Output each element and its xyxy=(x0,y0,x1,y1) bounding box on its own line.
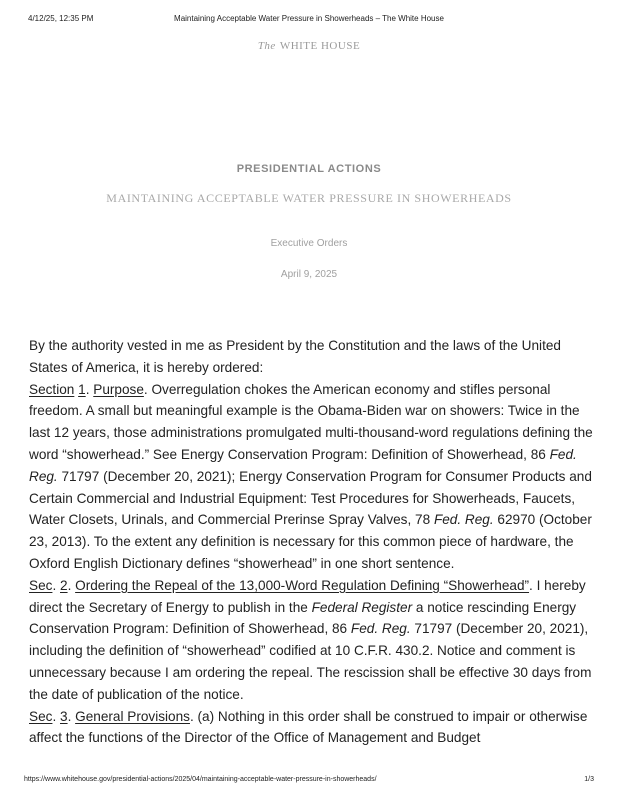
section-1-text-a: . Overregulation chokes the American economy and stifles personal freedom. A small but meaningful example is the Obama-Biden war on showers: Twice in the last 12 years, those administrations promulgated multi-thousand-word regulations defining the word “showerhead.” See Energy Conservation Program: Definition of Showerhead, 86 xyxy=(29,381,593,462)
section-1-number: 1 xyxy=(78,381,86,397)
section-2-number: 2 xyxy=(60,577,68,593)
section-1-text-c: 62970 (October 23, 2013). To the extent any definition is necessary for this common piece of hardware, the Oxford English Dictionary defines “showerhead” in one short sentence. xyxy=(29,512,592,571)
print-header xyxy=(0,14,618,28)
section-3-number: 3 xyxy=(60,708,68,724)
section-3-paragraph: Sec. 3. General Provisions. (a) Nothing in this order shall be construed to impair or otherwise affect the functions of the Director of the Office of Management and Budget xyxy=(29,708,588,746)
section-3-label: Sec xyxy=(29,708,53,724)
citation-italic: Fed. Reg. xyxy=(433,512,494,528)
citation-italic: Fed. Reg. xyxy=(350,621,411,637)
publication-date: April 9, 2025 xyxy=(280,269,338,280)
section-3-title: General Provisions xyxy=(75,708,190,724)
section-2-text-a: . I hereby direct the Secretary of Energy to publish in the xyxy=(29,577,586,615)
section-1-title: Purpose xyxy=(93,381,144,397)
page-title: MAINTAINING ACCEPTABLE WATER PRESSURE IN SHOWERHEADS xyxy=(106,191,512,205)
section-3-text-a: . (a) Nothing in this order shall be construed to impair or otherwise affect the functions of the Director of the Office of Management and Budget xyxy=(29,708,588,746)
brand-the: The xyxy=(257,40,276,52)
section-2-text-b: a notice rescinding Energy Conservation Program: Definition of Showerhead, 86 xyxy=(29,599,577,637)
brand-name: WHITE HOUSE xyxy=(279,40,361,52)
print-page-number: 1/3 xyxy=(584,776,594,783)
section-2-label: Sec xyxy=(29,577,53,593)
print-url: https://www.whitehouse.gov/presidential-actions/2025/04/maintaining-acceptable-water-pressure-in-showerheads/ xyxy=(24,776,377,783)
category-link[interactable]: Executive Orders xyxy=(270,238,348,249)
section-label: PRESIDENTIAL ACTIONS xyxy=(236,163,382,175)
intro-paragraph: By the authority vested in me as President by the Constitution and the laws of the United States of America, it is hereby ordered: xyxy=(29,338,561,375)
section-1-paragraph: Section 1. Purpose. Overregulation chokes the American economy and stifles personal freedom. A small but meaningful example is the Obama-Biden war on showers: Twice in the last 12 years, those administrations promulgated multi-thousand-word regulations defining the word “showerhead.” See Energy Conservation Program: Definition of Showerhead, 86 Fed. Reg. 71797 (December 20, 2021); Energy Conservation Program for Consumer Products and Certain Commercial and Industrial Equipment: Test Procedures for Showerheads, Faucets, Water Closets, Urinals, and Commercial Prerinse Spray Valves, 78 Fed. Reg. 62970 (October 23, 2013). To the extent any definition is necessary for this common piece of hardware, the Oxford English Dictionary defines “showerhead” in one short sentence. xyxy=(29,381,593,571)
section-2-title: Ordering the Repeal of the 13,000-Word Regulation Defining “Showerhead” xyxy=(75,577,530,593)
section-2-text-c: 71797 (December 20, 2021), including the definition of “showerhead” codified at 10 C.F.R. 430.2. Notice and comment is unnecessary because I am ordering the repeal. The rescission shall be effective 30 days from the date of publication of the notice. xyxy=(29,621,592,702)
document-body xyxy=(29,335,595,749)
section-1-label: Section xyxy=(29,381,75,397)
print-doc-title: Maintaining Acceptable Water Pressure in Showerheads – The White House xyxy=(174,14,444,23)
print-footer xyxy=(0,776,618,788)
section-1-text-b: 71797 (December 20, 2021); Energy Conservation Program for Consumer Products and Certain Commercial and Industrial Equipment: Test Procedures for Showerheads, Faucets, Water Closets, Urinals, and Commercial Prerinse Spray Valves, 78 xyxy=(29,468,592,528)
print-timestamp: 4/12/25, 12:35 PM xyxy=(28,14,94,23)
white-house-logo[interactable] xyxy=(0,40,618,52)
citation-italic: Fed. Reg. xyxy=(29,446,577,484)
citation-italic: Federal Register xyxy=(311,599,413,615)
section-2-paragraph: Sec. 2. Ordering the Repeal of the 13,000-Word Regulation Defining “Showerhead”. I hereby direct the Secretary of Energy to publish in the Federal Register a notice rescinding Energy Conservation Program: Definition of Showerhead, 86 Fed. Reg. 71797 (December 20, 2021), including the definition of “showerhead” codified at 10 C.F.R. 430.2. Notice and comment is unnecessary because I am ordering the repeal. The rescission shall be effective 30 days from the date of publication of the notice. xyxy=(29,577,592,702)
